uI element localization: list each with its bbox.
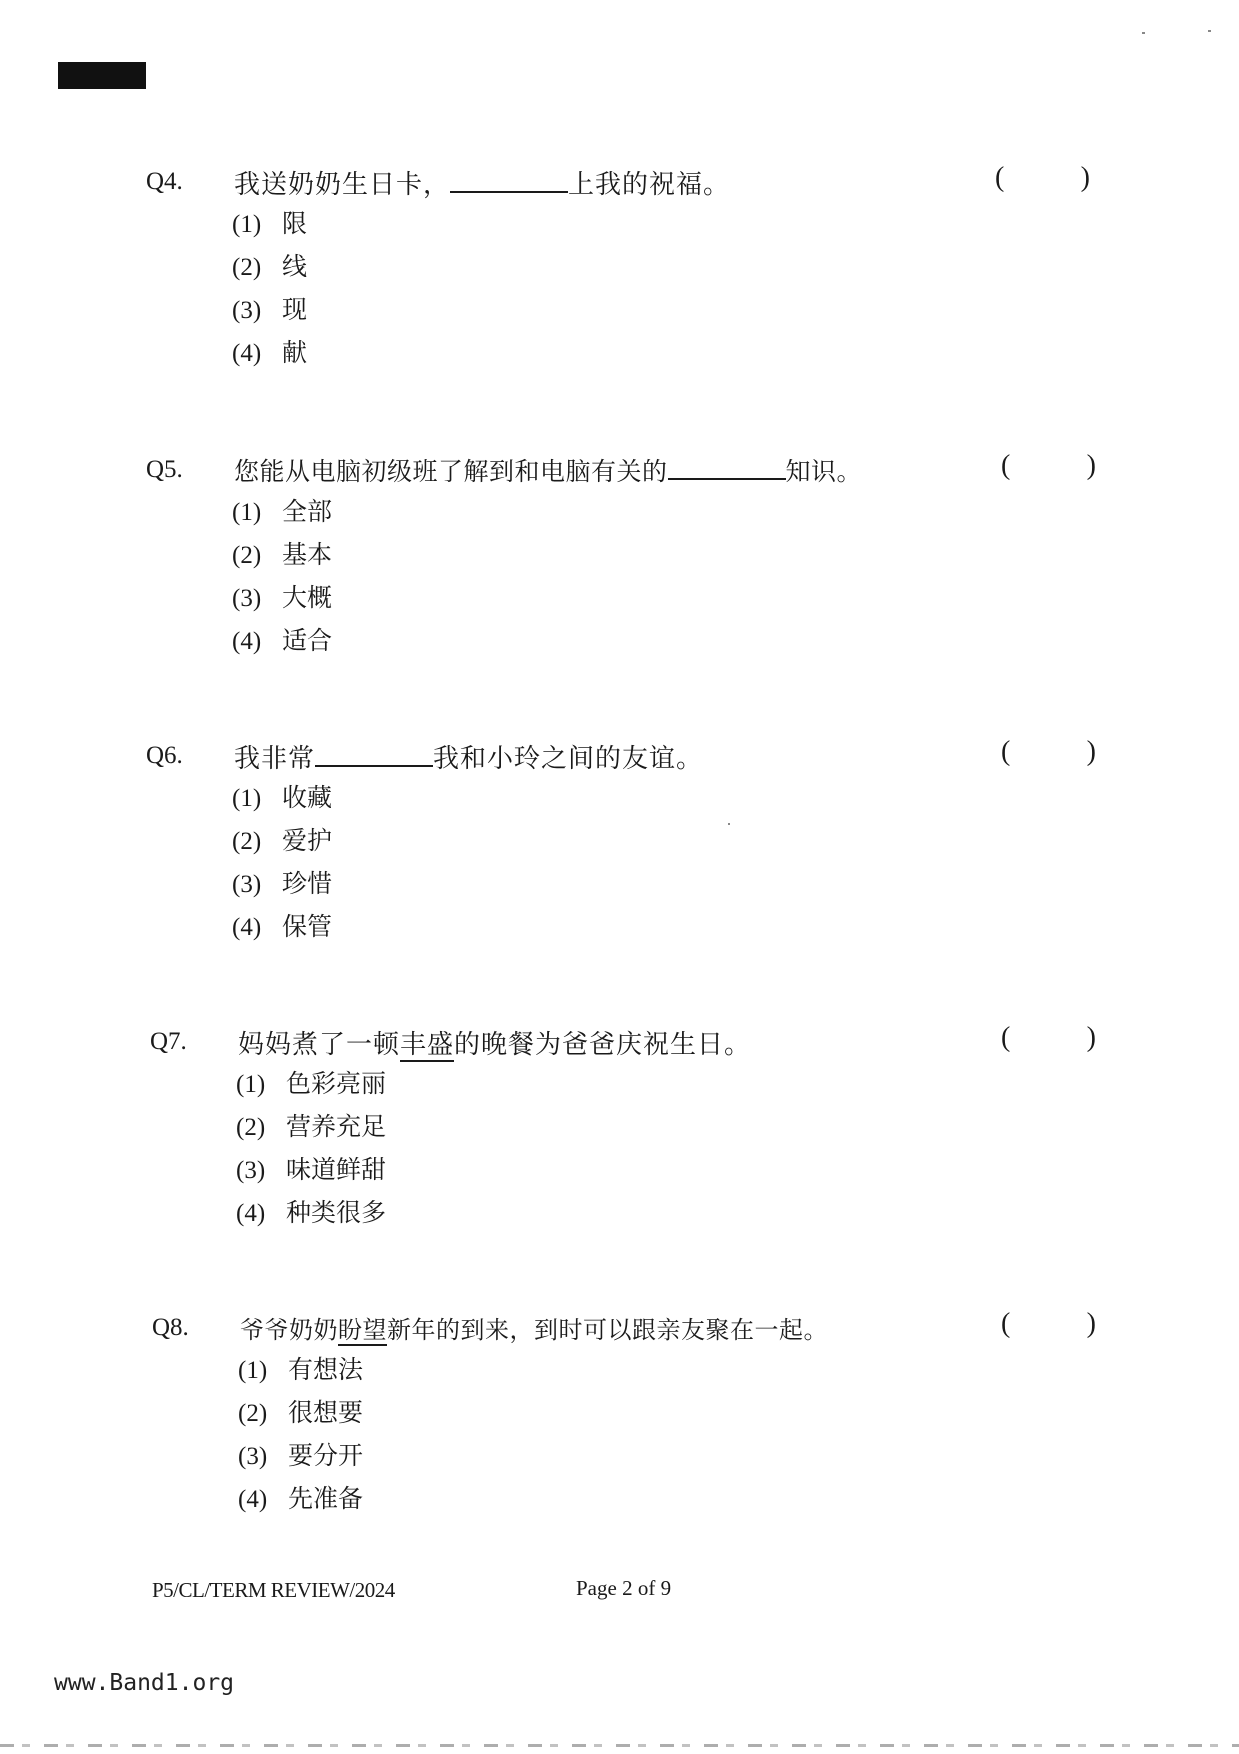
option-list xyxy=(238,1350,363,1522)
question-stem: 我送奶奶生日卡， 上我的祝福。 xyxy=(234,164,730,201)
option[interactable]: (3) 味道鲜甜 xyxy=(236,1155,387,1184)
answer-blank xyxy=(315,739,433,767)
option-list xyxy=(232,778,332,950)
answer-bracket[interactable]: ( ) xyxy=(1001,1022,1096,1053)
option[interactable]: (1) 有想法 xyxy=(238,1355,364,1384)
option[interactable]: (1) 色彩亮丽 xyxy=(236,1069,387,1098)
option[interactable]: (2) 营养充足 xyxy=(236,1112,387,1141)
answer-bracket[interactable]: ( ) xyxy=(995,162,1090,193)
question-5 xyxy=(146,450,1096,655)
scan-speck xyxy=(1142,32,1145,34)
option[interactable]: (1) 限 xyxy=(232,209,308,238)
option[interactable]: (3) 珍惜 xyxy=(232,869,333,898)
answer-bracket[interactable]: ( ) xyxy=(1001,736,1096,767)
question-number: Q4. xyxy=(146,168,183,195)
answer-blank xyxy=(668,452,786,480)
option[interactable]: (2) 基本 xyxy=(232,540,333,569)
underlined-phrase: 盼望 xyxy=(338,1316,387,1344)
option[interactable]: (3) 大概 xyxy=(232,583,333,612)
option[interactable]: (1) 收藏 xyxy=(232,783,333,812)
question-stem: 我非常 我和小玲之间的友谊。 xyxy=(234,738,703,775)
option[interactable]: (4) 保管 xyxy=(232,912,333,941)
underlined-phrase: 丰盛 xyxy=(400,1030,455,1060)
question-8 xyxy=(152,1308,1102,1513)
redaction-bar xyxy=(58,62,146,89)
option[interactable]: (3) 现 xyxy=(232,295,308,324)
answer-bracket[interactable]: ( ) xyxy=(1001,1308,1096,1339)
scan-speck xyxy=(1208,30,1211,32)
question-stem: 妈妈煮了一顿丰盛的晚餐为爸爸庆祝生日。 xyxy=(238,1030,752,1060)
page-number: Page 2 of 9 xyxy=(576,1576,672,1600)
scan-speck xyxy=(728,823,730,825)
option[interactable]: (4) 先准备 xyxy=(238,1484,364,1513)
option[interactable]: (2) 爱护 xyxy=(232,826,333,855)
option[interactable]: (3) 要分开 xyxy=(238,1441,364,1470)
question-number: Q6. xyxy=(146,742,183,769)
option[interactable]: (1) 全部 xyxy=(232,497,333,526)
option-list xyxy=(232,204,307,376)
option[interactable]: (4) 种类很多 xyxy=(236,1198,387,1227)
option[interactable]: (4) 献 xyxy=(232,338,308,367)
question-6 xyxy=(146,736,1096,941)
question-number: Q8. xyxy=(152,1314,189,1341)
answer-bracket[interactable]: ( ) xyxy=(1001,450,1096,481)
question-stem: 爷爷奶奶盼望新年的到来，到时可以跟亲友聚在一起。 xyxy=(240,1316,828,1344)
option[interactable]: (2) 很想要 xyxy=(238,1398,364,1427)
question-number: Q5. xyxy=(146,456,183,483)
question-7 xyxy=(150,1022,1100,1227)
option[interactable]: (2) 线 xyxy=(232,252,308,281)
question-number: Q7. xyxy=(150,1028,187,1055)
question-stem: 您能从电脑初级班了解到和电脑有关的 知识。 xyxy=(234,452,862,488)
question-4 xyxy=(146,162,1096,367)
option-list xyxy=(232,492,332,664)
option[interactable]: (4) 适合 xyxy=(232,626,333,655)
watermark-url: www.Band1.org xyxy=(54,1670,235,1696)
answer-blank xyxy=(450,165,568,193)
paper-code: P5/CL/TERM REVIEW/2024 xyxy=(152,1578,395,1602)
scan-edge xyxy=(0,1744,1239,1747)
option-list xyxy=(236,1064,386,1236)
